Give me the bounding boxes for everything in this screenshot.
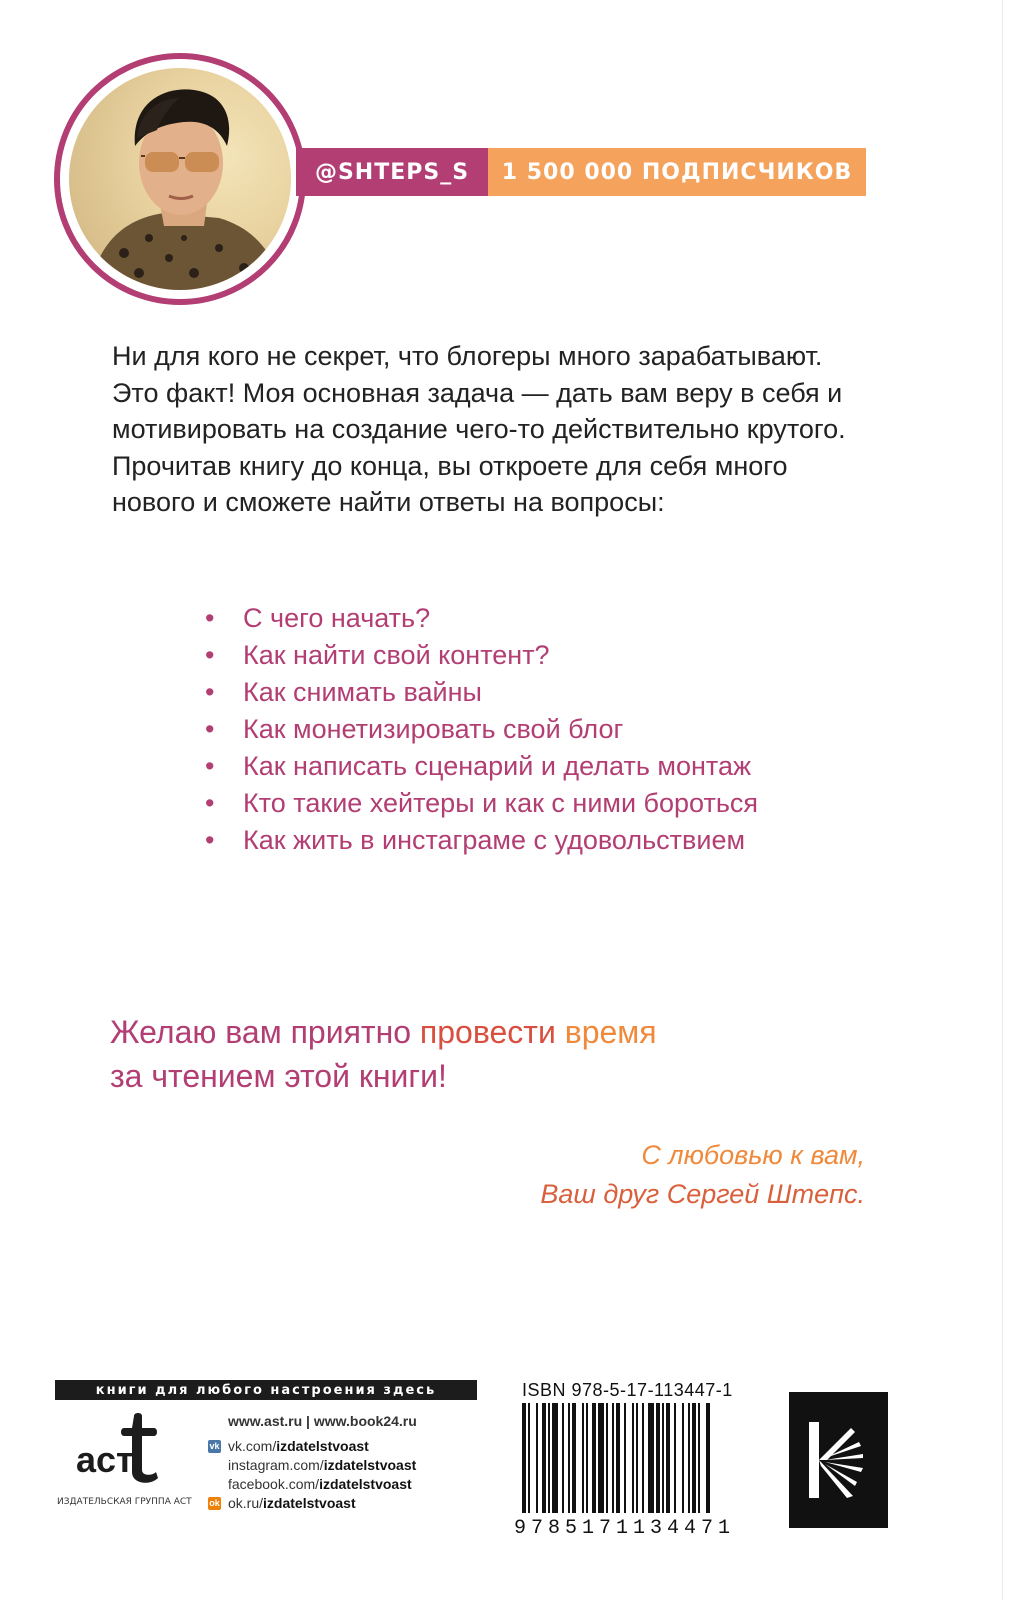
facebook-link[interactable]: facebook.com/izdatelstvoast xyxy=(228,1476,412,1492)
barcode-digits: 9785171134471 xyxy=(514,1517,736,1540)
list-item: • Кто такие хейтеры и как с ними бороться xyxy=(205,785,758,822)
author-avatar xyxy=(54,53,306,305)
vk-link[interactable]: vk vk.com/izdatelstvoast xyxy=(209,1438,369,1454)
barcode-icon xyxy=(522,1403,772,1513)
list-item: • Как найти свой контент? xyxy=(205,637,758,674)
signature-line-1: С любовью к вам, xyxy=(641,1140,865,1170)
list-item: • С чего начать? xyxy=(205,600,758,637)
publisher-links xyxy=(209,1412,417,1513)
spine-edge xyxy=(1002,0,1003,1600)
intro-paragraph-1: Ни для кого не секрет, что блогеры много зарабатывают. Это факт! Моя основная задача — дать вам веру в себя и мотивировать на создание чего-то действительно крутого. xyxy=(112,341,846,444)
publisher-name: ИЗДАТЕЛЬСКАЯ ГРУППА АСТ xyxy=(57,1497,192,1507)
wish-text xyxy=(110,1010,870,1098)
bullet-icon: • xyxy=(205,603,215,633)
list-item: • Как жить в инстаграме с удовольствием xyxy=(205,822,758,859)
list-item: • Как монетизировать свой блог xyxy=(205,711,758,748)
wish-part-2: провести xyxy=(419,1014,565,1050)
wish-line-2: за чтением этой книги! xyxy=(110,1058,447,1094)
list-item: • Как снимать вайны xyxy=(205,674,758,711)
author-portrait xyxy=(69,68,291,290)
list-item: • Как написать сценарий и делать монтаж xyxy=(205,748,758,785)
instagram-handle: @SHTEPS_S xyxy=(296,148,488,196)
questions-list xyxy=(205,600,758,859)
instagram-link[interactable]: instagram.com/izdatelstvoast xyxy=(228,1457,417,1473)
bullet-icon: • xyxy=(205,677,215,707)
book-k-icon xyxy=(789,1392,888,1528)
isbn-number: ISBN 978-5-17-113447-1 xyxy=(522,1380,733,1400)
ok-link[interactable]: ok ok.ru/izdatelstvoast xyxy=(209,1495,356,1511)
website-links[interactable]: www.ast.ru | www.book24.ru xyxy=(228,1413,417,1429)
bullet-icon: • xyxy=(205,751,215,781)
ok-icon: ok xyxy=(209,1498,220,1508)
logo-text: аст xyxy=(76,1439,134,1480)
signature xyxy=(540,1136,865,1214)
ast-logo-icon xyxy=(72,1410,182,1490)
bullet-icon: • xyxy=(205,788,215,818)
wish-part-1: Желаю вам приятно xyxy=(110,1014,420,1050)
signature-line-2: Ваш друг Сергей Штепс. xyxy=(540,1179,865,1209)
vk-icon: vk xyxy=(209,1441,220,1451)
wish-part-3: время xyxy=(564,1014,657,1050)
subscriber-count: 1 500 000 ПОДПИСЧИКОВ xyxy=(488,148,866,196)
intro-paragraph-2: Прочитав книгу до конца, вы откроете для себя много нового и сможете найти ответы на вопросы: xyxy=(112,450,788,517)
k-imprint-logo xyxy=(789,1392,888,1528)
bullet-icon: • xyxy=(205,825,215,855)
bullet-icon: • xyxy=(205,714,215,744)
bullet-icon: • xyxy=(205,640,215,670)
intro-text xyxy=(112,338,872,521)
publisher-tagline: книги для любого настроения здесь xyxy=(55,1380,477,1400)
